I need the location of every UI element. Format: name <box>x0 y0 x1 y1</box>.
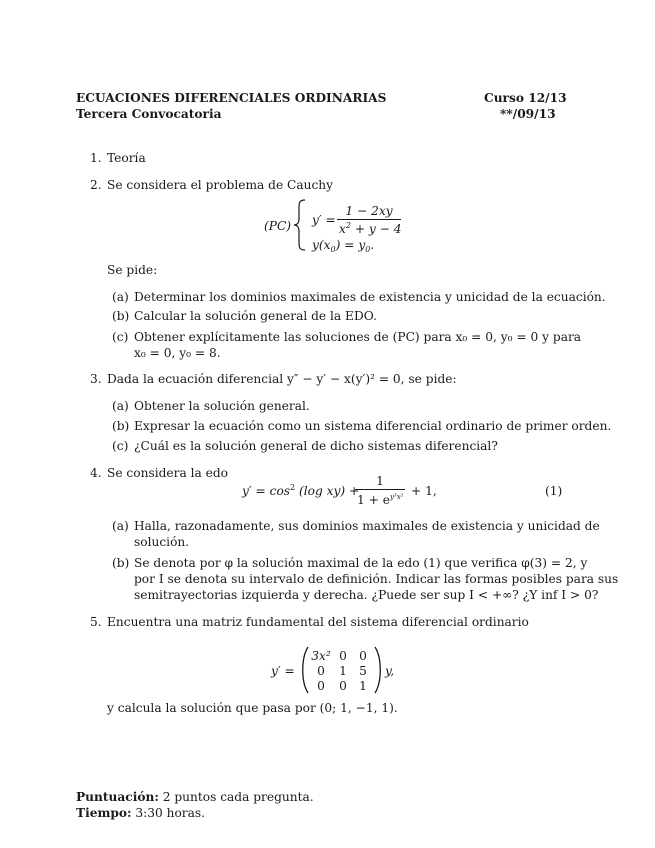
q5-rhs: y, <box>385 664 395 678</box>
q3b-label: (b) <box>112 419 130 433</box>
matrix-cell: 1 <box>339 664 347 678</box>
q3c-label: (c) <box>112 439 129 453</box>
fraction-bar <box>355 489 405 490</box>
matrix-cell: 3x² <box>311 649 331 663</box>
q5-intro: Encuentra una matriz fundamental del sistema diferencial ordinario <box>107 615 529 629</box>
q4b-text-line3: semitrayectorias izquierda y derecha. ¿Puede ser sup I < +∞? ¿Y inf I > 0? <box>134 588 599 602</box>
q4b-text-line2: por I se denota su intervalo de definición. Indicar las formas posibles para sus <box>134 572 619 586</box>
time-text: 3:30 horas. <box>131 806 206 820</box>
q3-number: 3. <box>90 372 102 386</box>
q2-se-pide: Se pide: <box>107 263 158 277</box>
q4-equation-lhs: $y' = \cos^2 (\log$ xy) + <box>242 483 360 498</box>
ode-denominator: $x^2 + y - 4$ <box>339 221 402 236</box>
q5-lhs: y′ = <box>271 664 295 678</box>
ode-numerator: 1 − 2xy <box>345 204 393 218</box>
q3-intro: Dada la ecuación diferencial y″ − y′ − x(y′)² = 0, se pide: <box>107 372 457 386</box>
q2-intro: Se considera el problema de Cauchy <box>107 178 334 192</box>
q3c-text: ¿Cuál es la solución general de dicho sistemas diferencial? <box>134 439 498 453</box>
q4a-text-line1: Halla, razonadamente, sus dominios maximales de existencia y unicidad de <box>134 519 600 533</box>
q4-number: 4. <box>90 466 102 480</box>
q5-number: 5. <box>90 615 102 629</box>
cauchy-problem-label: (PC) <box>264 219 292 233</box>
q2c-text-line1: Obtener explícitamente las soluciones de (PC) para x₀ = 0, y₀ = 0 y para <box>134 330 582 344</box>
q3a-text: Obtener la solución general. <box>134 399 310 413</box>
q4-equation-end: + 1, <box>411 484 437 498</box>
matrix-row <box>309 678 377 693</box>
matrix <box>309 648 377 693</box>
matrix-cell: 0 <box>339 679 347 693</box>
q4-frac-denominator: $1 + e^{y^3x^2}$ <box>357 493 404 507</box>
q4a-label: (a) <box>112 519 129 533</box>
equation-number: (1) <box>545 484 563 498</box>
matrix-cell: 0 <box>317 664 325 678</box>
q2c-text-line2: x₀ = 0, y₀ = 8. <box>134 346 221 360</box>
score-label: Puntuación: <box>76 790 159 804</box>
q3b-text: Expresar la ecuación como un sistema diferencial ordinario de primer orden. <box>134 419 612 433</box>
matrix-row <box>309 648 377 663</box>
score-text: 2 puntos cada pregunta. <box>158 790 314 804</box>
q3a-label: (a) <box>112 399 129 413</box>
q1-text: Teoría <box>107 151 146 165</box>
q5-outro: y calcula la solución que pasa por (0; 1, −1, 1). <box>107 701 398 715</box>
q1-number: 1. <box>90 151 102 165</box>
matrix-cell: 0 <box>339 649 347 663</box>
matrix-row <box>309 663 377 678</box>
time-label: Tiempo: <box>76 806 132 820</box>
course-year: Curso 12/13 <box>484 91 567 105</box>
left-brace-icon <box>293 199 307 251</box>
exam-session: Tercera Convocatoria <box>76 107 222 121</box>
matrix-cell: 0 <box>317 679 325 693</box>
q2c-label: (c) <box>112 330 129 344</box>
q4a-text-line2: solución. <box>134 535 190 549</box>
exam-date: **/09/13 <box>500 107 556 121</box>
q4b-text-line1: Se denota por φ la solución maximal de la edo (1) que verifica φ(3) = 2, y <box>134 556 588 570</box>
q4-frac-numerator: 1 <box>376 474 384 488</box>
q2a-label: (a) <box>112 290 129 304</box>
q4-intro: Se considera la edo <box>107 466 228 480</box>
matrix-cell: 0 <box>359 649 367 663</box>
ode-lhs: y′ = <box>312 213 336 227</box>
exam-title: ECUACIONES DIFERENCIALES ORDINARIAS <box>76 91 387 105</box>
initial-condition: $y(x_0) = y_0$. <box>312 238 375 254</box>
q2b-text: Calcular la solución general de la EDO. <box>134 309 377 323</box>
time-line <box>76 805 205 821</box>
q2b-label: (b) <box>112 309 130 323</box>
q2-number: 2. <box>90 178 102 192</box>
matrix-cell: 5 <box>359 664 367 678</box>
matrix-cell: 1 <box>359 679 367 693</box>
q2a-text: Determinar los dominios maximales de existencia y unicidad de la ecuación. <box>134 290 606 304</box>
q4b-label: (b) <box>112 556 130 570</box>
score-line <box>76 789 314 805</box>
fraction-bar <box>337 219 401 220</box>
right-paren-icon <box>373 646 383 694</box>
